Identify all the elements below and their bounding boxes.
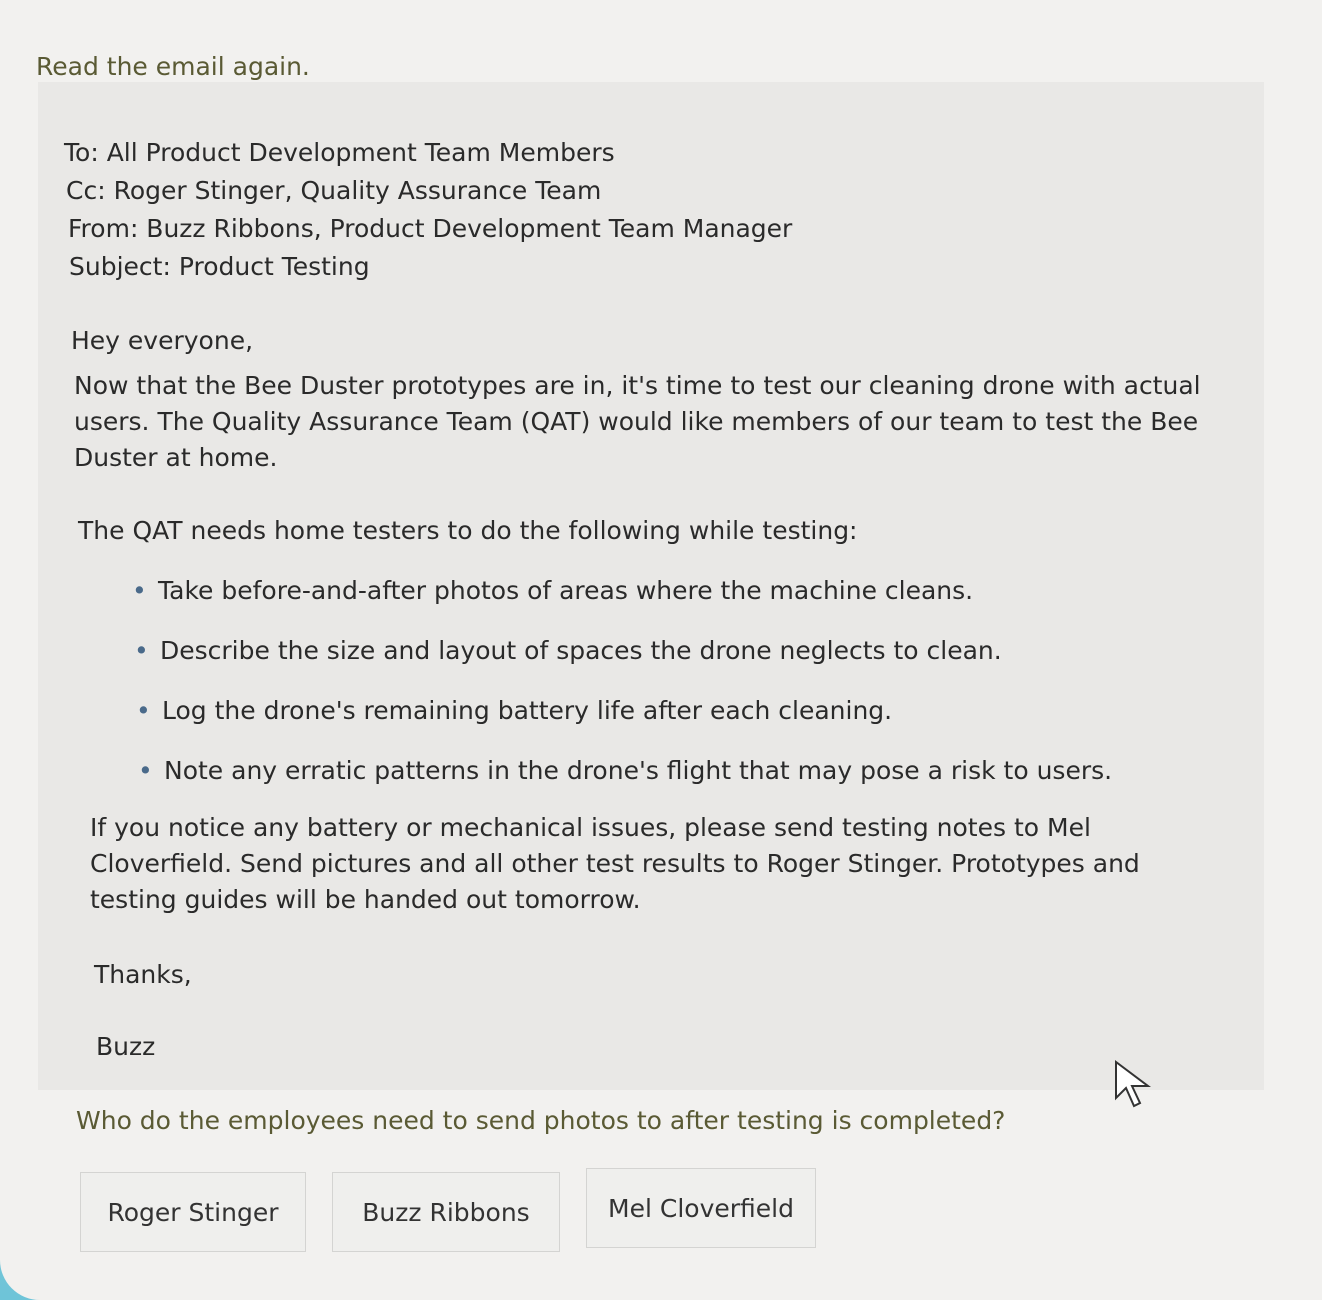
answer-roger-stinger-button[interactable]: Roger Stinger (80, 1172, 306, 1252)
email-from: From: Buzz Ribbons, Product Development Team Manager (68, 214, 793, 243)
question-text: Who do the employees need to send photos to after testing is completed? (76, 1106, 1006, 1135)
email-to: To: All Product Development Team Members (64, 138, 615, 167)
email-cc: Cc: Roger Stinger, Quality Assurance Team (66, 176, 602, 205)
instruction-text: Read the email again. (36, 52, 310, 81)
email-paragraph-3: If you notice any battery or mechanical issues, please send testing notes to Mel Cloverfield. Send pictures and all other test results to Roger Stinger. Prototypes and testing guides will be handed out tomorrow. (90, 813, 1140, 914)
answer-mel-cloverfield-button[interactable]: Mel Cloverfield (586, 1168, 816, 1248)
answer-buzz-ribbons-button[interactable]: Buzz Ribbons (332, 1172, 560, 1252)
email-panel (38, 82, 1264, 1090)
bullet-item: • Log the drone's remaining battery life after each cleaning. (162, 696, 892, 725)
email-signature: Buzz (96, 1032, 156, 1061)
email-subject: Subject: Product Testing (69, 252, 370, 281)
email-closing: Thanks, (94, 960, 192, 989)
bullet-item: • Note any erratic patterns in the drone's flight that may pose a risk to users. (164, 756, 1112, 785)
email-paragraph-1: Now that the Bee Duster prototypes are in, it's time to test our cleaning drone with actual users. The Quality Assurance Team (QAT) would like members of our team to test the Bee Duster at home. (74, 371, 1201, 472)
email-greeting: Hey everyone, (71, 326, 254, 355)
bullet-item: • Describe the size and layout of spaces the drone neglects to clean. (160, 636, 1002, 665)
email-paragraph-2: The QAT needs home testers to do the following while testing: (78, 516, 858, 545)
mouse-cursor-icon (1114, 1060, 1154, 1110)
bullet-item: • Take before-and-after photos of areas where the machine cleans. (158, 576, 973, 605)
